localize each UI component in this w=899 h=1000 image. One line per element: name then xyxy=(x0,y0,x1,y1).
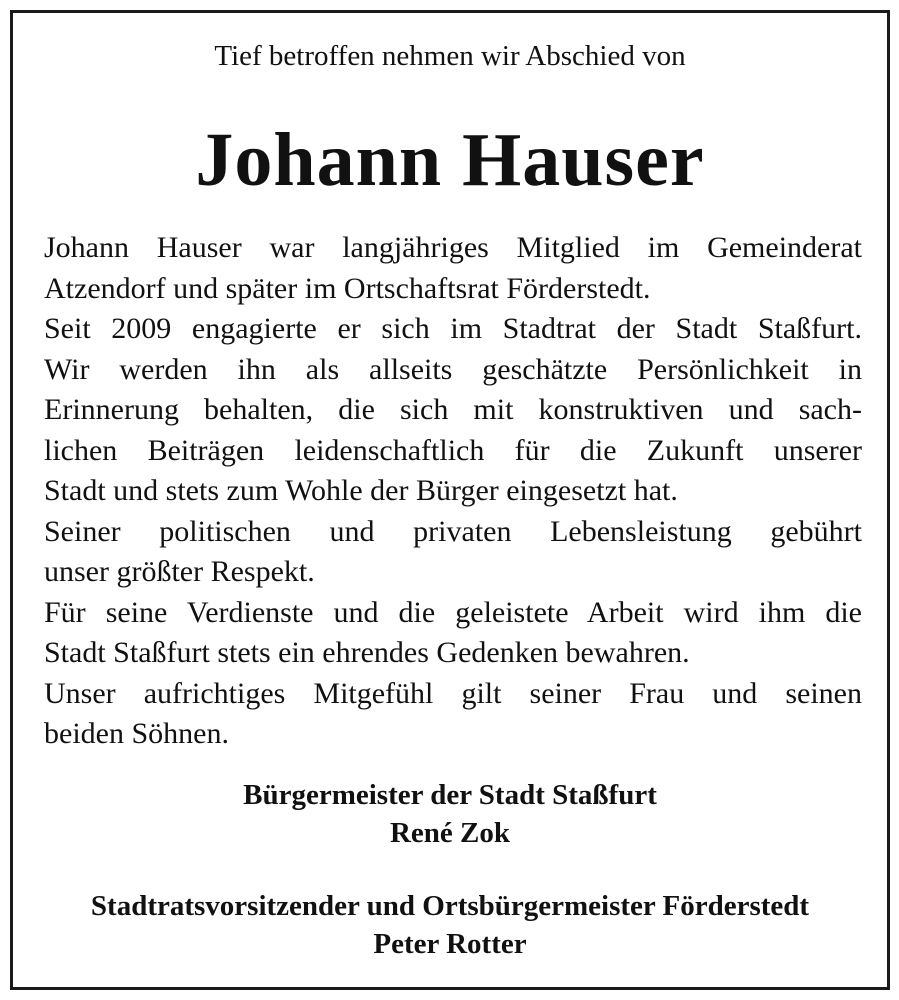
body-line: Johann Hauser war langjähriges Mitglied im Gemeinderat xyxy=(44,231,862,264)
intro-line: Tief betroffen nehmen wir Abschied von xyxy=(214,40,686,72)
notice-body xyxy=(44,228,862,755)
body-line: Wir werden ihn als allseits geschätzte Persönlichkeit in xyxy=(44,352,862,386)
signatory-council-chair xyxy=(13,887,887,963)
body-line: Seiner politischen und privaten Lebensleistung gebührt xyxy=(44,514,862,548)
signatory-mayor xyxy=(13,776,887,852)
body-line: Stadt Staßfurt stets ein ehrendes Gedenken bewahren. xyxy=(44,636,690,669)
body-line: Unser aufrichtiges Mitgefühl gilt seiner Frau und seinen xyxy=(44,676,862,710)
signatory-role: Bürgermeister der Stadt Staßfurt xyxy=(243,779,657,811)
signatory-name: René Zok xyxy=(389,817,511,849)
body-line: Atzendorf und später im Ortschaftsrat Förderstedt. xyxy=(44,271,651,305)
body-line: unser größter Respekt. xyxy=(44,555,315,588)
signatory-name: Peter Rotter xyxy=(373,928,527,960)
body-line: Seit 2009 engagierte er sich im Stadtrat der Stadt Staßfurt. xyxy=(44,312,862,345)
signatory-role: Stadtratsvorsitzender und Ortsbürgermeister Förderstedt xyxy=(90,890,810,922)
body-line: beiden Söhnen. xyxy=(44,717,229,750)
body-line: lichen Beiträgen leidenschaftlich für die Zukunft unserer xyxy=(44,433,862,467)
body-line: Für seine Verdienste und die geleistete Arbeit wird ihm die xyxy=(44,595,862,629)
body-line: Stadt und stets zum Wohle der Bürger eingesetzt hat. xyxy=(44,474,678,507)
body-line: Erinnerung behalten, die sich mit konstruktiven und sach- xyxy=(44,393,862,426)
obituary-notice xyxy=(10,10,890,990)
deceased-name: Johann Hauser xyxy=(195,118,705,202)
